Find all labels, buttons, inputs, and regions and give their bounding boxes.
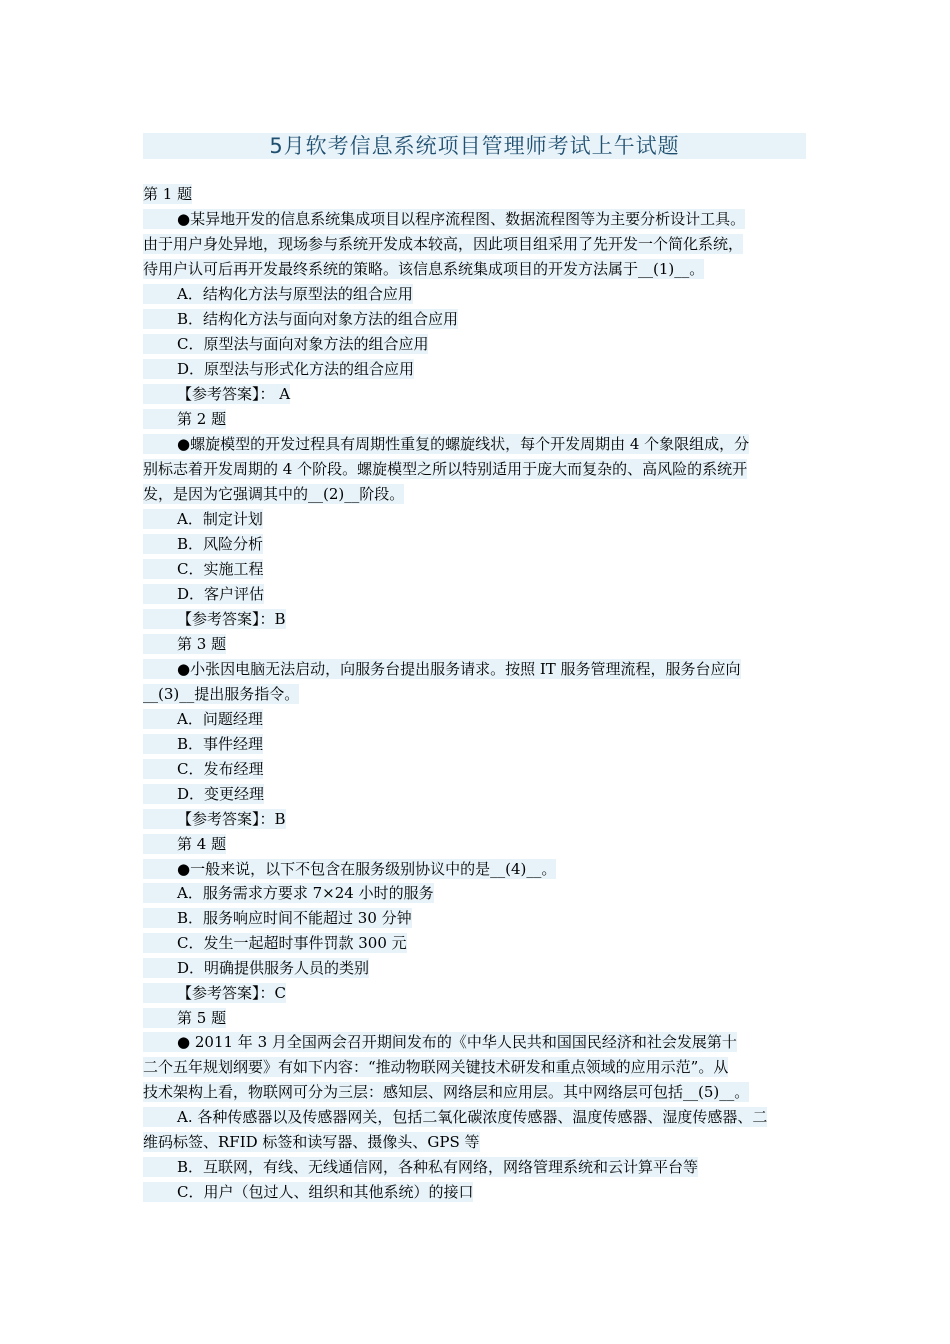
question-2-answer: 【参考答案】：B (143, 609, 286, 629)
question-2-stem-line: ●螺旋模型的开发过程具有周期性重复的螺旋线状，每个开发周期由 4 个象限组成，分 (143, 434, 749, 454)
question-4-option: A．服务需求方要求 7×24 小时的服务 (143, 883, 434, 903)
question-1-answer: 【参考答案】： A (143, 384, 290, 404)
question-1-stem-line: ●某异地开发的信息系统集成项目以程序流程图、数据流程图等为主要分析设计工具。 (143, 209, 745, 229)
question-2-stem-line: 发，是因为它强调其中的__(2)__阶段。 (143, 485, 405, 503)
question-3-answer: 【参考答案】：B (143, 809, 286, 829)
question-4-heading: 第 4 题 (143, 834, 226, 854)
question-3-option: C．发布经理 (143, 759, 263, 779)
question-1-stem-line: 待用户认可后再开发最终系统的策略。该信息系统集成项目的开发方法属于__(1)__。 (143, 260, 705, 278)
question-2-option: D．客户评估 (143, 584, 264, 604)
question-3-option: D．变更经理 (143, 784, 264, 804)
question-3-stem-line: __(3)__提出服务指令。 (143, 685, 300, 703)
question-5-option: B．互联网，有线、无线通信网，各种私有网络，网络管理系统和云计算平台等 (143, 1157, 698, 1177)
question-3-stem-line: ●小张因电脑无法启动，向服务台提出服务请求。按照 IT 服务管理流程，服务台应向 (143, 659, 741, 679)
question-4-stem-line: ●一般来说，以下不包含在服务级别协议中的是__(4)__。 (143, 859, 556, 879)
question-5-option: A. 各种传感器以及传感器网关，包括二氧化碳浓度传感器、温度传感器、湿度传感器、二 (143, 1107, 767, 1127)
question-2-heading: 第 2 题 (143, 409, 226, 429)
question-2-option: A．制定计划 (143, 509, 263, 529)
question-5-option: 维码标签、RFID 标签和读写器、摄像头、GPS 等 (143, 1133, 480, 1151)
question-1-option: C．原型法与面向对象方法的组合应用 (143, 334, 428, 354)
question-4-option: D．明确提供服务人员的类别 (143, 958, 369, 978)
question-5-heading: 第 5 题 (143, 1008, 226, 1028)
question-5-stem-line: 技术架构上看，物联网可分为三层：感知层、网络层和应用层。其中网络层可包括__(5)__。 (143, 1083, 750, 1101)
question-1-stem-line: 由于用户身处异地，现场参与系统开发成本较高，因此项目组采用了先开发一个简化系统， (143, 235, 744, 253)
question-3-option: A．问题经理 (143, 709, 263, 729)
page-title: 5月软考信息系统项目管理师考试上午试题 (269, 134, 680, 158)
question-5-stem-line: ● 2011 年 3 月全国两会召开期间发布的《中华人民共和国国民经济和社会发展第十 (143, 1032, 737, 1052)
question-5-option: C．用户（包过人、组织和其他系统）的接口 (143, 1182, 473, 1202)
question-4-option: B．服务响应时间不能超过 30 分钟 (143, 908, 412, 928)
question-4-option: C．发生一起超时事件罚款 300 元 (143, 933, 407, 953)
question-1-heading: 第 1 题 (143, 185, 193, 203)
question-3-option: B．事件经理 (143, 734, 263, 754)
question-5-stem-line: 二个五年规划纲要》有如下内容：“推动物联网关键技术研发和重点领域的应用示范”。从 (143, 1058, 729, 1076)
question-1-option: D．原型法与形式化方法的组合应用 (143, 359, 414, 379)
question-1-option: A．结构化方法与原型法的组合应用 (143, 284, 413, 304)
question-2-option: C．实施工程 (143, 559, 263, 579)
question-1-option: B．结构化方法与面向对象方法的组合应用 (143, 309, 458, 329)
question-4-answer: 【参考答案】：C (143, 983, 286, 1003)
question-3-heading: 第 3 题 (143, 634, 226, 654)
question-2-stem-line: 别标志着开发周期的 4 个阶段。螺旋模型之所以特别适用于庞大而复杂的、高风险的系统开 (143, 460, 748, 478)
question-2-option: B．风险分析 (143, 534, 263, 554)
